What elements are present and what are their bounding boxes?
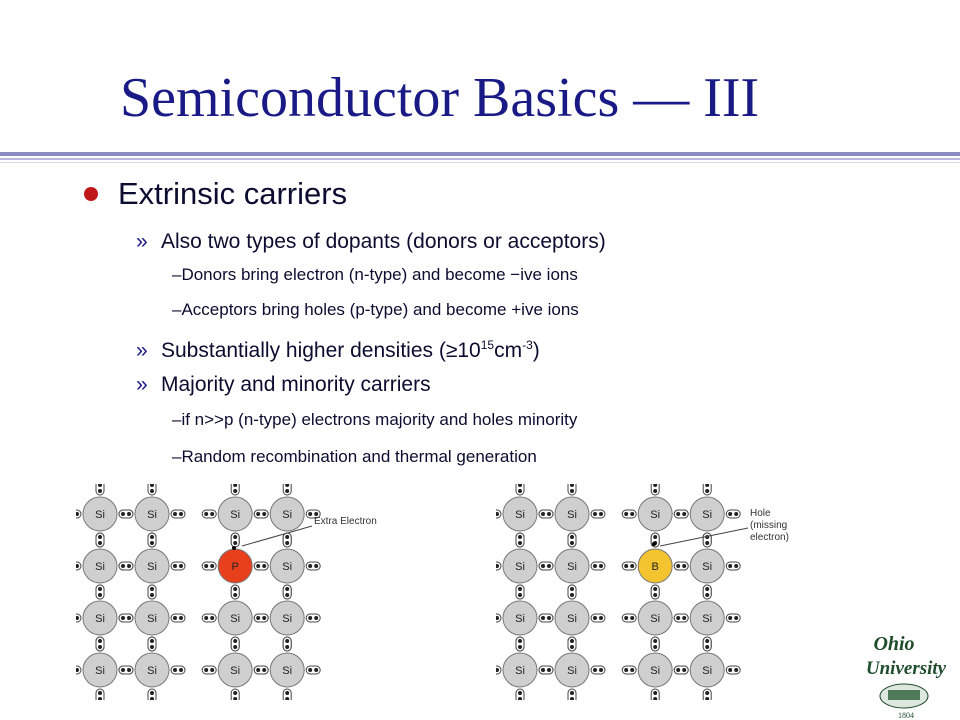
silicon-atom-label: Si bbox=[702, 665, 713, 677]
item-recombination: –Random recombination and thermal generation bbox=[172, 447, 537, 466]
silicon-atom-label: Si bbox=[702, 561, 713, 573]
silicon-atom-label: Si bbox=[567, 665, 577, 677]
electron-pair bbox=[622, 510, 636, 518]
electron-pair bbox=[119, 562, 133, 570]
silicon-atom-label: Si bbox=[282, 665, 293, 677]
item-donors: –Donors bring electron (n-type) and become −ive ions bbox=[172, 265, 578, 284]
main-bullet bbox=[84, 176, 347, 212]
electron-pair bbox=[148, 637, 156, 651]
electron-pair bbox=[674, 510, 688, 518]
electron-pair bbox=[622, 666, 636, 674]
electron-pair bbox=[306, 666, 320, 674]
silicon-atom-label: Si bbox=[515, 613, 525, 625]
electron-pair bbox=[496, 614, 501, 622]
dopant-atom-label: P bbox=[231, 561, 239, 573]
electron-pair bbox=[254, 562, 268, 570]
bullet-dot-icon bbox=[84, 187, 98, 201]
electron-pair bbox=[539, 562, 553, 570]
electron-pair bbox=[591, 562, 605, 570]
electron-pair bbox=[76, 614, 81, 622]
callout-arrow bbox=[242, 526, 312, 546]
electron-pair bbox=[591, 666, 605, 674]
electron-pair bbox=[171, 510, 185, 518]
electron-pair bbox=[674, 562, 688, 570]
electron-pair bbox=[171, 666, 185, 674]
electron-pair bbox=[726, 614, 740, 622]
n-type-lattice-diagram bbox=[76, 484, 396, 700]
electron-pair bbox=[674, 666, 688, 674]
callout-label: Extra Electron bbox=[314, 516, 377, 527]
electron-pair bbox=[496, 562, 501, 570]
silicon-atom-label: Si bbox=[147, 561, 157, 573]
silicon-atom-label: Si bbox=[567, 613, 577, 625]
silicon-atom-label: Si bbox=[282, 613, 293, 625]
chevron-marker-icon: » bbox=[136, 339, 148, 362]
electron-pair bbox=[516, 533, 524, 547]
electron-pair bbox=[726, 510, 740, 518]
densities-close: ) bbox=[532, 339, 540, 362]
silicon-atom-label: Si bbox=[650, 509, 661, 521]
electron-pair bbox=[148, 689, 156, 700]
logo-line2: University bbox=[865, 658, 947, 679]
sub-bullet-majority bbox=[136, 373, 431, 397]
electron-pair bbox=[119, 614, 133, 622]
electron-pair bbox=[96, 689, 104, 700]
electron-pair bbox=[231, 484, 239, 495]
silicon-atom-label: Si bbox=[230, 665, 241, 677]
electron-pair bbox=[76, 510, 81, 518]
electron-pair bbox=[726, 666, 740, 674]
electron-pair bbox=[254, 614, 268, 622]
logo-year: 1804 bbox=[898, 711, 914, 720]
electron-pair bbox=[231, 533, 239, 547]
electron-pair bbox=[622, 562, 636, 570]
silicon-atom-label: Si bbox=[230, 613, 241, 625]
electron-pair bbox=[119, 666, 133, 674]
electron-pair bbox=[651, 637, 659, 651]
electron-pair bbox=[568, 533, 576, 547]
electron-pair bbox=[651, 585, 659, 599]
electron-pair bbox=[306, 614, 320, 622]
electron-pair bbox=[231, 637, 239, 651]
electron-pair bbox=[283, 484, 291, 495]
silicon-atom-label: Si bbox=[515, 509, 525, 521]
extra-electron-dot bbox=[232, 546, 236, 550]
electron-pair bbox=[148, 533, 156, 547]
electron-pair bbox=[96, 484, 104, 495]
p-type-lattice-diagram bbox=[496, 484, 826, 700]
electron-pair bbox=[674, 614, 688, 622]
electron-pair bbox=[202, 562, 216, 570]
electron-pair bbox=[76, 666, 81, 674]
electron-pair bbox=[703, 484, 711, 495]
callout-label-line: electron) bbox=[750, 532, 789, 543]
sub-bullet-dopants bbox=[136, 230, 606, 254]
item-acceptors: –Acceptors bring holes (p-type) and become +ive ions bbox=[172, 300, 579, 319]
silicon-atom-label: Si bbox=[282, 561, 293, 573]
densities-text: Substantially higher densities (≥10 bbox=[161, 339, 481, 362]
electron-pair bbox=[148, 484, 156, 495]
title-divider bbox=[0, 152, 960, 156]
chevron-marker-icon: » bbox=[136, 230, 148, 253]
electron-pair bbox=[96, 637, 104, 651]
electron-pair bbox=[703, 533, 711, 547]
electron-pair bbox=[283, 689, 291, 700]
electron-pair bbox=[283, 637, 291, 651]
electron-pair bbox=[703, 689, 711, 700]
sub-bullet-text: Majority and minority carriers bbox=[161, 373, 431, 396]
electron-pair bbox=[231, 585, 239, 599]
electron-pair bbox=[283, 585, 291, 599]
silicon-atom-label: Si bbox=[515, 561, 525, 573]
electron-pair bbox=[148, 585, 156, 599]
electron-pair bbox=[96, 533, 104, 547]
electron-pair bbox=[202, 614, 216, 622]
electron-pair bbox=[96, 585, 104, 599]
sub-bullet-densities bbox=[136, 338, 540, 363]
density-exponent: 15 bbox=[480, 338, 495, 352]
electron-pair bbox=[726, 562, 740, 570]
sub-bullet-text: Also two types of dopants (donors or acceptors) bbox=[161, 230, 606, 253]
slide-title: Semiconductor Basics — III bbox=[120, 67, 760, 129]
electron-pair bbox=[568, 689, 576, 700]
silicon-atom-label: Si bbox=[702, 613, 713, 625]
item-majority: –if n>>p (n-type) electrons majority and holes minority bbox=[172, 410, 578, 429]
silicon-atom-label: Si bbox=[650, 613, 661, 625]
silicon-atom-label: Si bbox=[282, 509, 293, 521]
ohio-university-logo bbox=[852, 628, 960, 720]
electron-pair bbox=[496, 666, 501, 674]
electron-pair bbox=[539, 614, 553, 622]
chevron-marker-icon: » bbox=[136, 373, 148, 396]
callout-label-line: Hole bbox=[750, 508, 771, 519]
electron-pair bbox=[171, 614, 185, 622]
electron-pair bbox=[202, 666, 216, 674]
electron-pair bbox=[119, 510, 133, 518]
hole-marker-dot bbox=[652, 542, 656, 546]
electron-pair bbox=[539, 666, 553, 674]
electron-pair bbox=[651, 689, 659, 700]
electron-pair bbox=[591, 510, 605, 518]
electron-pair bbox=[568, 637, 576, 651]
electron-pair bbox=[283, 533, 291, 547]
silicon-atom-label: Si bbox=[147, 613, 157, 625]
electron-pair bbox=[622, 614, 636, 622]
electron-pair bbox=[254, 666, 268, 674]
electron-pair bbox=[591, 614, 605, 622]
silicon-atom-label: Si bbox=[230, 509, 241, 521]
electron-pair bbox=[516, 689, 524, 700]
silicon-atom-label: Si bbox=[95, 509, 105, 521]
bullet-text: Extrinsic carriers bbox=[118, 176, 348, 211]
electron-pair bbox=[568, 484, 576, 495]
silicon-atom-label: Si bbox=[702, 509, 713, 521]
electron-pair bbox=[306, 562, 320, 570]
callout-label-line: (missing bbox=[750, 520, 788, 531]
electron-pair bbox=[171, 562, 185, 570]
electron-pair bbox=[651, 484, 659, 495]
electron-pair bbox=[516, 484, 524, 495]
electron-pair bbox=[516, 637, 524, 651]
electron-pair bbox=[76, 562, 81, 570]
title-divider-3 bbox=[0, 162, 960, 163]
electron-pair bbox=[703, 637, 711, 651]
electron-pair bbox=[202, 510, 216, 518]
dopant-atom-label: B bbox=[651, 561, 659, 573]
silicon-atom-label: Si bbox=[515, 665, 525, 677]
campus-building-icon bbox=[888, 690, 920, 700]
logo-line1: Ohio bbox=[873, 633, 915, 655]
electron-pair bbox=[703, 585, 711, 599]
silicon-atom-label: Si bbox=[147, 665, 157, 677]
silicon-atom-label: Si bbox=[95, 665, 105, 677]
silicon-atom-label: Si bbox=[95, 613, 105, 625]
silicon-atom-label: Si bbox=[95, 561, 105, 573]
silicon-atom-label: Si bbox=[567, 561, 577, 573]
unit-exponent: -3 bbox=[522, 338, 533, 352]
silicon-atom-label: Si bbox=[147, 509, 157, 521]
electron-pair bbox=[568, 585, 576, 599]
silicon-atom-label: Si bbox=[650, 665, 661, 677]
electron-pair bbox=[516, 585, 524, 599]
electron-pair bbox=[539, 510, 553, 518]
silicon-atom-label: Si bbox=[567, 509, 577, 521]
electron-pair bbox=[231, 689, 239, 700]
title-divider-2 bbox=[0, 158, 960, 160]
electron-pair bbox=[496, 510, 501, 518]
electron-pair bbox=[254, 510, 268, 518]
density-unit: cm bbox=[494, 339, 523, 362]
